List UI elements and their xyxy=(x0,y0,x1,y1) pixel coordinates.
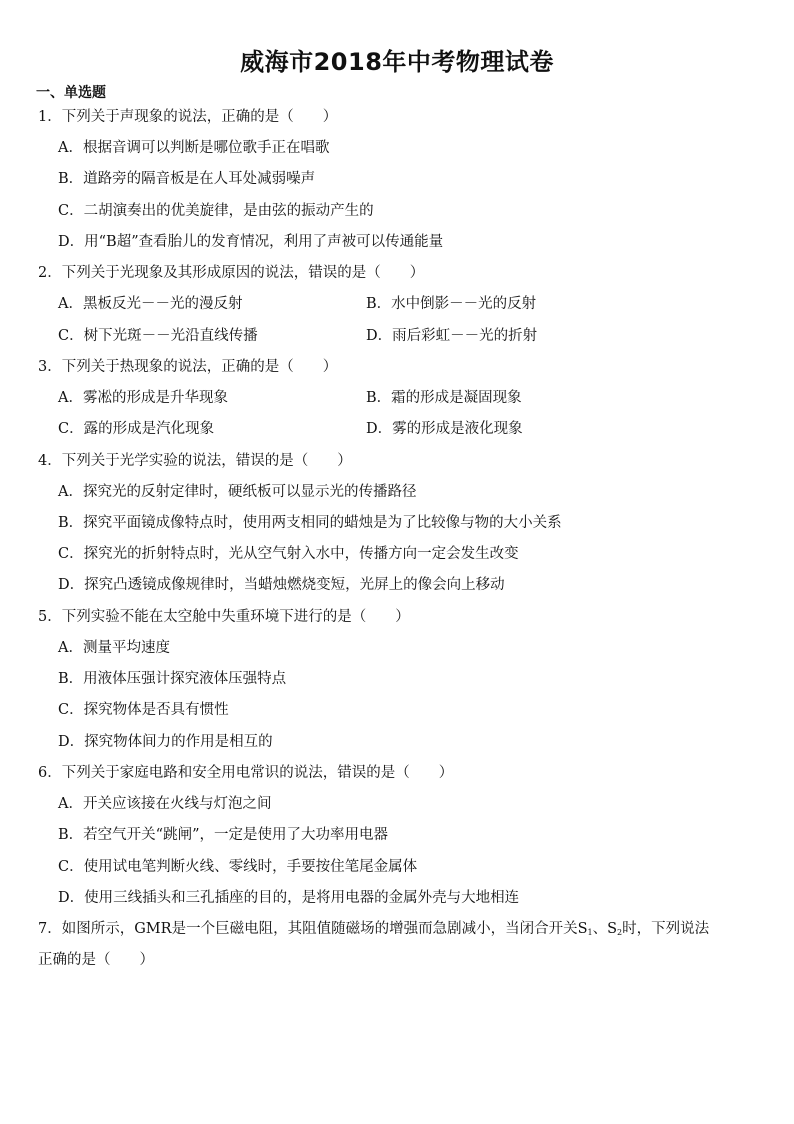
question-6-option-d: D．使用三线插头和三孔插座的目的，是将用电器的金属外壳与大地相连 xyxy=(58,890,520,906)
question-7-text-part1: 7．如图所示，GMR是一个巨磁电阻，其阻值随磁场的增强而急剧减小，当闭合开关S xyxy=(38,921,588,937)
question-2-option-a: A．黑板反光－－光的漫反射 xyxy=(58,296,243,312)
question-2-option-d: D．雨后彩虹－－光的折射 xyxy=(366,328,538,344)
question-4-option-d: D．探究凸透镜成像规律时，当蜡烛燃烧变短，光屏上的像会向上移动 xyxy=(58,577,505,593)
subscript-2: 2 xyxy=(617,928,623,937)
question-1-option-d: D．用“B超”查看胎儿的发育情况，利用了声被可以传通能量 xyxy=(58,234,444,250)
question-1-option-a: A．根据音调可以判断是哪位歌手正在唱歌 xyxy=(58,140,330,156)
question-7-stem xyxy=(38,920,709,942)
question-1-option-c: C．二胡演奏出的优美旋律，是由弦的振动产生的 xyxy=(58,203,374,219)
question-5-option-d: D．探究物体间力的作用是相互的 xyxy=(58,734,273,750)
question-4-option-b: B．探究平面镜成像特点时，使用两支相同的蜡烛是为了比较像与物的大小关系 xyxy=(58,515,562,531)
question-6-option-a: A．开关应该接在火线与灯泡之间 xyxy=(58,796,272,812)
question-6-option-b: B．若空气开关“跳闸”，一定是使用了大功率用电器 xyxy=(58,827,388,843)
question-5-stem: 5．下列实验不能在太空舱中失重环境下进行的是（ ） xyxy=(38,609,410,625)
question-6-option-c: C．使用试电笔判断火线、零线时，手要按住笔尾金属体 xyxy=(58,859,418,875)
question-5-option-c: C．探究物体是否具有惯性 xyxy=(58,702,229,718)
subscript-1: 1 xyxy=(587,928,593,937)
question-3-stem: 3．下列关于热现象的说法，正确的是（ ） xyxy=(38,359,338,375)
page-title: 威海市2018年中考物理试卷 xyxy=(240,48,554,76)
question-6-stem: 6．下列关于家庭电路和安全用电常识的说法，错误的是（ ） xyxy=(38,765,454,781)
question-5-option-b: B．用液体压强计探究液体压强特点 xyxy=(58,671,287,687)
question-4-option-a: A．探究光的反射定律时，硬纸板可以显示光的传播路径 xyxy=(58,484,417,500)
question-4-stem: 4．下列关于光学实验的说法，错误的是（ ） xyxy=(38,453,352,469)
question-2-option-b: B．水中倒影－－光的反射 xyxy=(366,296,537,312)
question-3-option-d: D．雾的形成是液化现象 xyxy=(366,421,523,437)
question-2-option-c: C．树下光斑－－光沿直线传播 xyxy=(58,328,258,344)
question-2-stem: 2．下列关于光现象及其形成原因的说法，错误的是（ ） xyxy=(38,265,425,281)
question-1-stem: 1．下列关于声现象的说法，正确的是（ ） xyxy=(38,109,338,125)
question-3-option-c: C．露的形成是汽化现象 xyxy=(58,421,215,437)
question-4-option-c: C．探究光的折射特点时，光从空气射入水中，传播方向一定会发生改变 xyxy=(58,546,519,562)
section-heading: 一、单选题 xyxy=(36,85,106,101)
question-5-option-a: A．测量平均速度 xyxy=(58,640,170,656)
question-3-option-a: A．雾凇的形成是升华现象 xyxy=(58,390,228,406)
question-7-stem-line2: 正确的是（ ） xyxy=(38,952,154,968)
question-1-option-b: B．道路旁的隔音板是在人耳处减弱噪声 xyxy=(58,171,316,187)
question-7-text-part3: 时，下列说法 xyxy=(622,921,710,937)
question-7-text-part2: 、S xyxy=(592,921,618,937)
question-3-option-b: B．霜的形成是凝固现象 xyxy=(366,390,522,406)
